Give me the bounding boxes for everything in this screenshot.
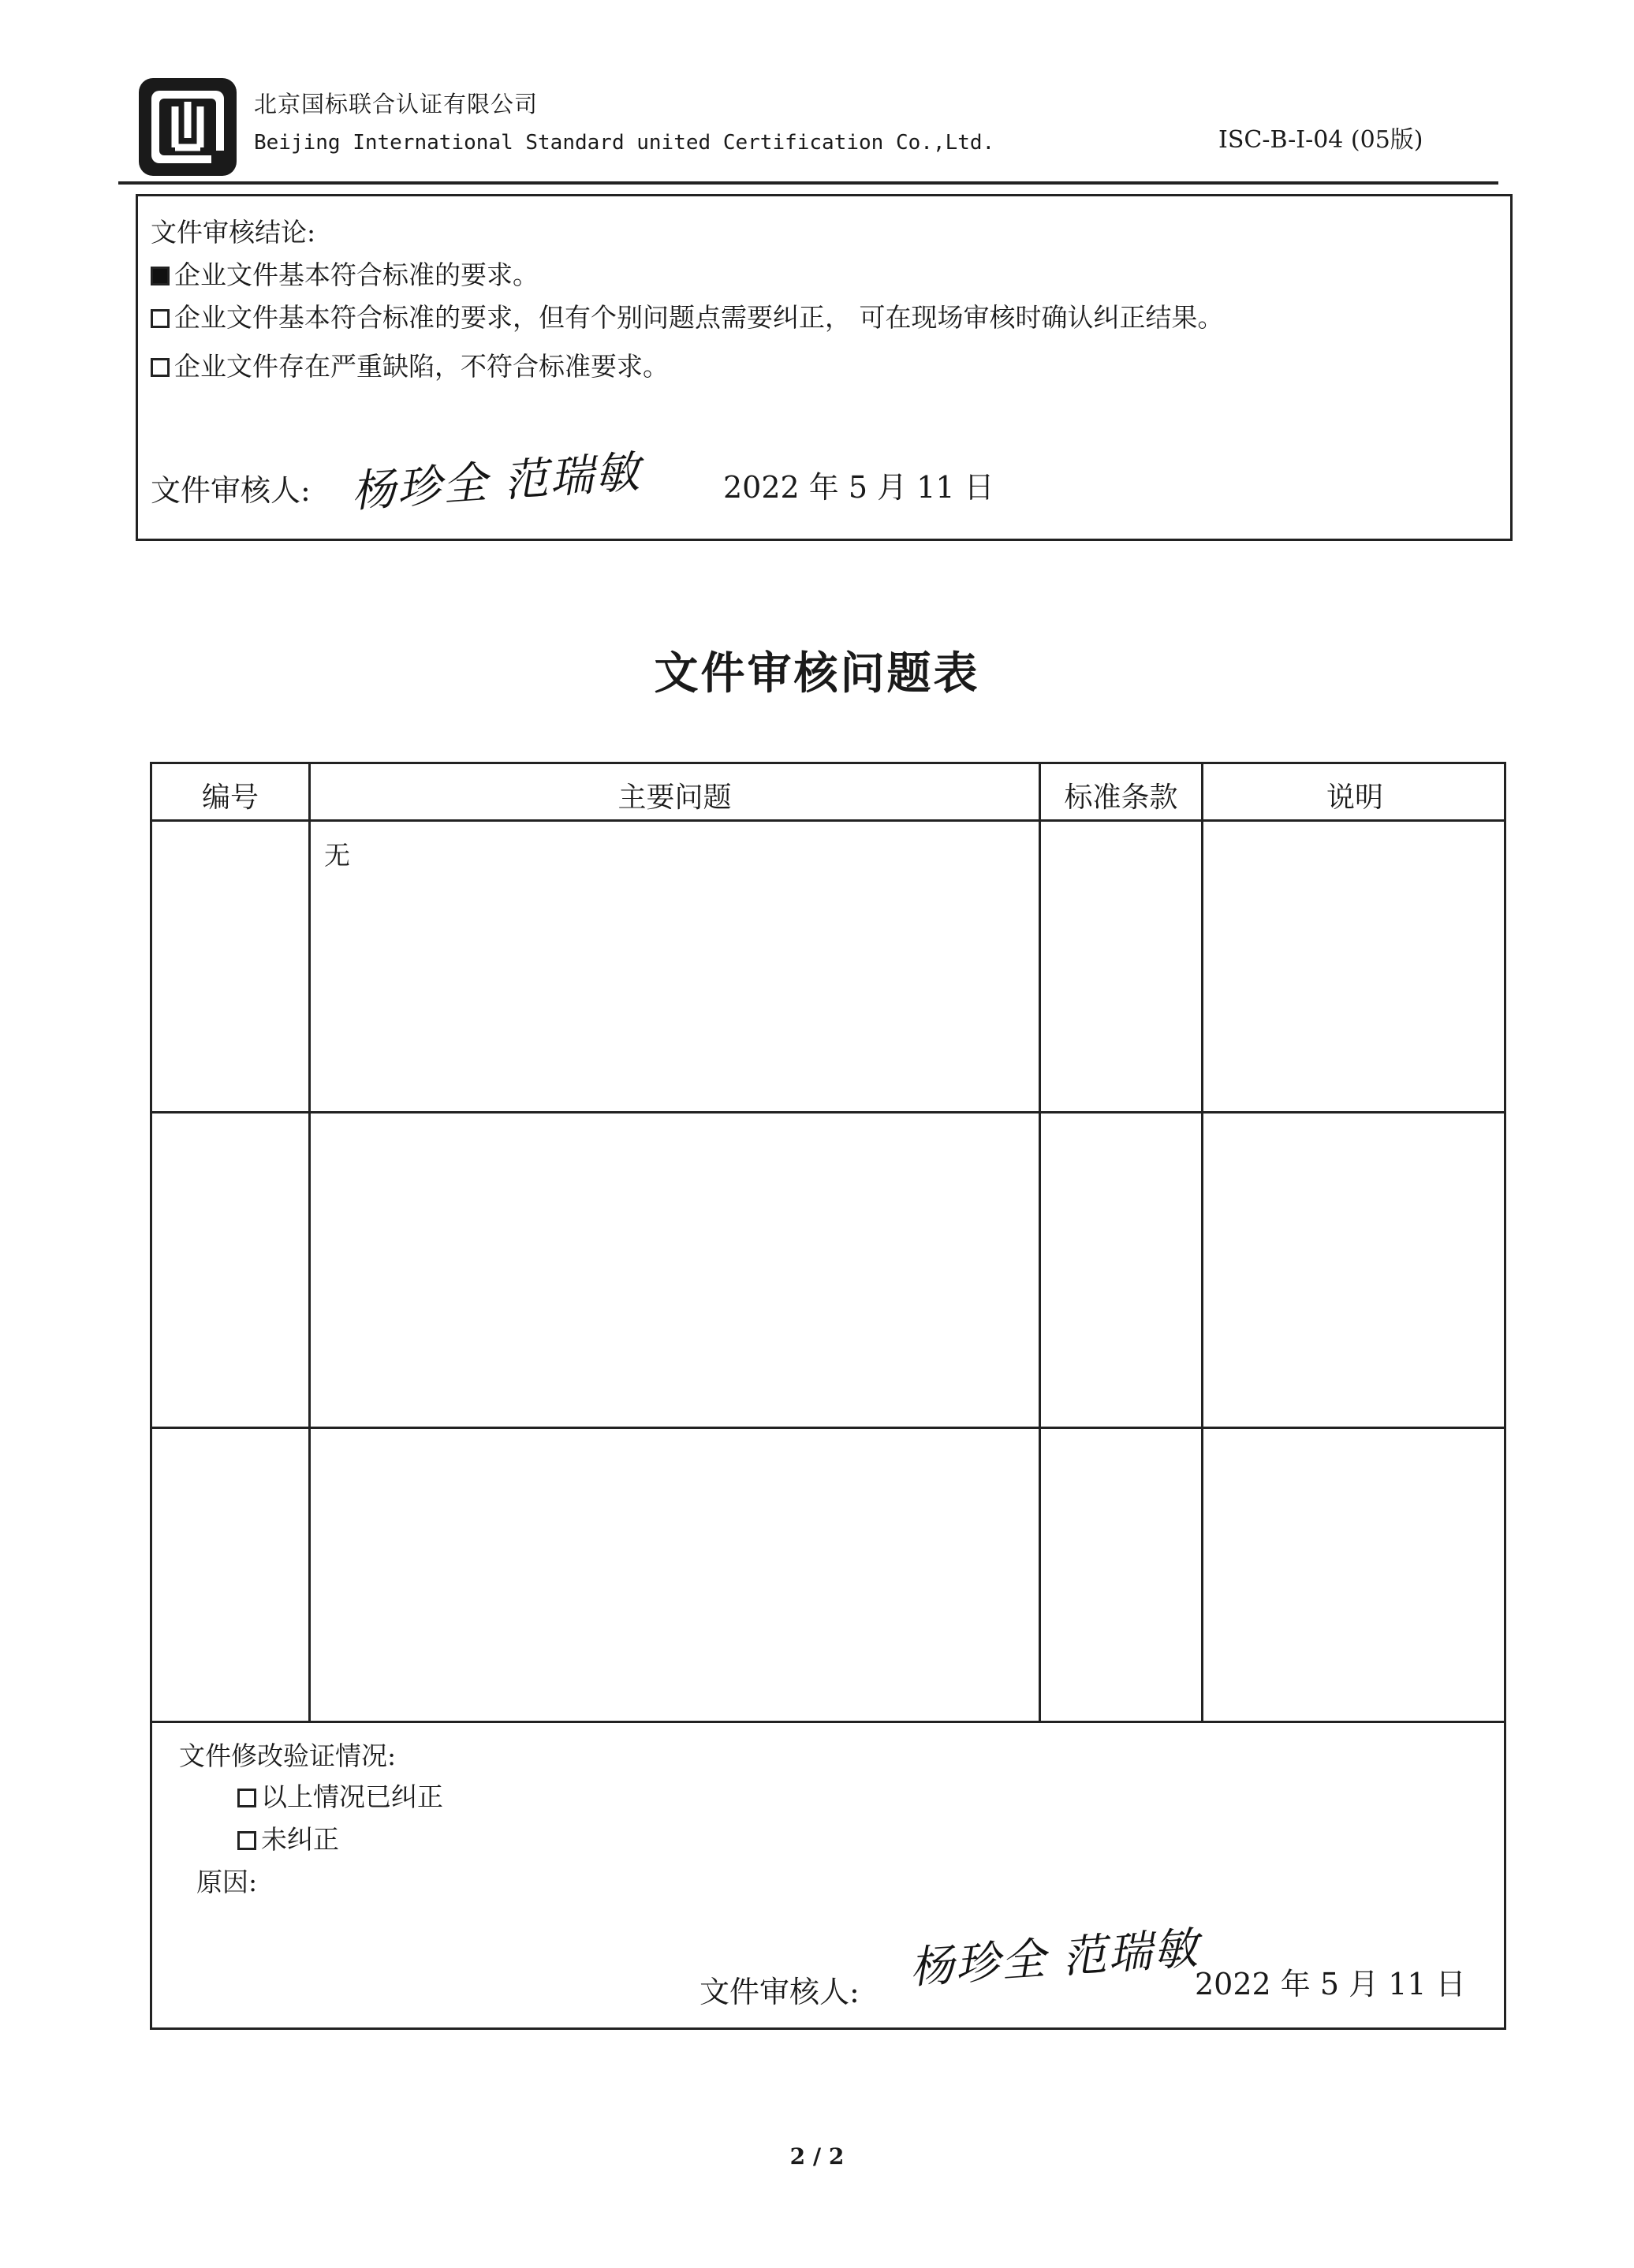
conclusion-option-1 xyxy=(151,255,539,292)
option-label: 企业文件存在严重缺陷，不符合标准要求。 xyxy=(174,351,669,382)
verification-option-2 xyxy=(237,1819,339,1856)
table-row-rule xyxy=(152,1111,1504,1113)
header-divider xyxy=(118,181,1498,185)
form-title: 文件审核问题表 xyxy=(654,648,980,699)
column-rule xyxy=(308,764,311,1721)
checkbox-checked-icon[interactable] xyxy=(151,267,170,285)
option-label: 未纠正 xyxy=(261,1824,339,1855)
issue-table xyxy=(150,762,1506,2030)
conclusion-option-2 xyxy=(151,297,1224,334)
auditor-label: 文件审核人: xyxy=(151,473,311,508)
column-header-clause: 标准条款 xyxy=(1064,781,1178,814)
verification-option-1 xyxy=(237,1777,443,1814)
page-number: 2 / 2 xyxy=(789,2143,845,2169)
option-label: 以上情况已纠正 xyxy=(261,1781,443,1812)
column-rule xyxy=(1039,764,1041,1721)
auditor-signature: 杨珍全 范瑞敏 xyxy=(349,446,643,518)
verification-date: 2022 年 5 月 11 日 xyxy=(1195,1967,1466,2001)
checkbox-icon[interactable] xyxy=(151,309,170,328)
option-label: 企业文件基本符合标准的要求。 xyxy=(174,259,539,290)
company-logo xyxy=(136,75,240,179)
table-row-rule xyxy=(152,1721,1504,1723)
column-header-note: 说明 xyxy=(1326,781,1383,814)
column-rule xyxy=(1201,764,1203,1721)
checkbox-icon[interactable] xyxy=(151,358,170,377)
conclusion-option-3 xyxy=(151,346,669,383)
audit-date: 2022 年 5 月 11 日 xyxy=(723,470,994,505)
checkbox-icon[interactable] xyxy=(237,1789,256,1807)
company-name-en: Beijing International Standard united Certification Co.,Ltd. xyxy=(254,131,995,155)
verification-signature: 杨珍全 范瑞敏 xyxy=(908,1923,1201,1994)
table-header-rule xyxy=(152,819,1504,822)
verification-title: 文件修改验证情况: xyxy=(179,1740,397,1771)
verification-auditor-label: 文件审核人: xyxy=(699,1975,860,2009)
column-header-issue: 主要问题 xyxy=(617,781,732,814)
company-name-cn: 北京国标联合认证有限公司 xyxy=(254,91,539,118)
conclusion-title: 文件审核结论: xyxy=(151,217,316,248)
option-label: 企业文件基本符合标准的要求，但有个别问题点需要纠正， 可在现场审核时确认纠正结果。 xyxy=(174,302,1224,333)
row-1-issue: 无 xyxy=(324,840,350,871)
reason-label: 原因: xyxy=(196,1867,258,1897)
column-header-no: 编号 xyxy=(201,781,259,814)
document-code: ISC-B-I-04 (05版) xyxy=(1218,126,1423,154)
checkbox-icon[interactable] xyxy=(237,1831,256,1850)
conclusion-box xyxy=(136,194,1513,541)
table-row-rule xyxy=(152,1427,1504,1429)
